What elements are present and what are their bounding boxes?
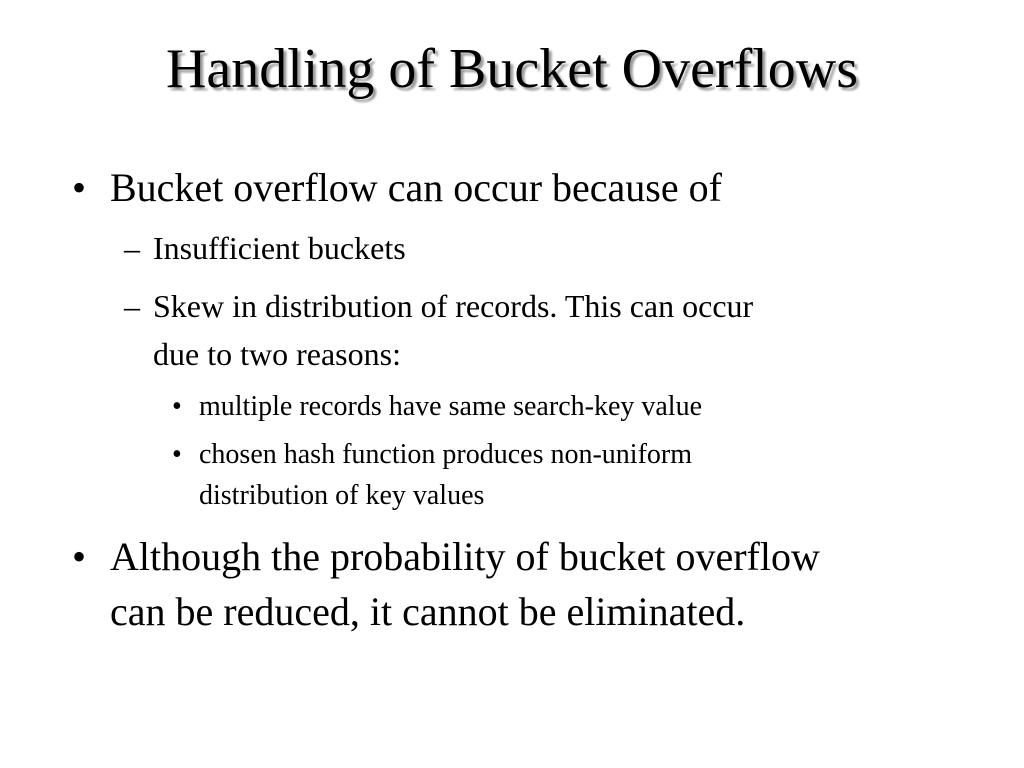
sub-sub-bullet-text: chosen hash function produces non-uniform [199, 439, 692, 470]
dash-marker: – [124, 230, 140, 266]
sub-sub-bullet-text: distribution of key values [199, 480, 485, 511]
bullet-text: Bucket overflow can occur because of [110, 165, 722, 210]
sub-sub-bullet-text: multiple records have same search-key value [199, 391, 703, 422]
bullet-marker: • [72, 165, 87, 210]
bullet-point-2-continuation [110, 585, 745, 639]
bullet-text: Although the probability of bucket overflow [110, 534, 820, 579]
sub-bullet-text: Insufficient buckets [153, 230, 406, 266]
dash-marker: – [124, 288, 140, 324]
sub-bullet-text: due to two reasons: [153, 336, 401, 372]
sub-sub-bullet-2-continuation [199, 476, 484, 516]
sub-bullet-text: Skew in distribution of records. This can occur [153, 288, 754, 324]
bullet-marker: • [172, 439, 182, 470]
sub-bullet-2-continuation [153, 332, 401, 376]
bullet-marker: • [172, 391, 182, 422]
bullet-text: can be reduced, it cannot be eliminated. [110, 589, 746, 634]
bullet-marker: • [72, 534, 87, 579]
slide-title: Handling of Bucket Overflows [165, 38, 859, 100]
